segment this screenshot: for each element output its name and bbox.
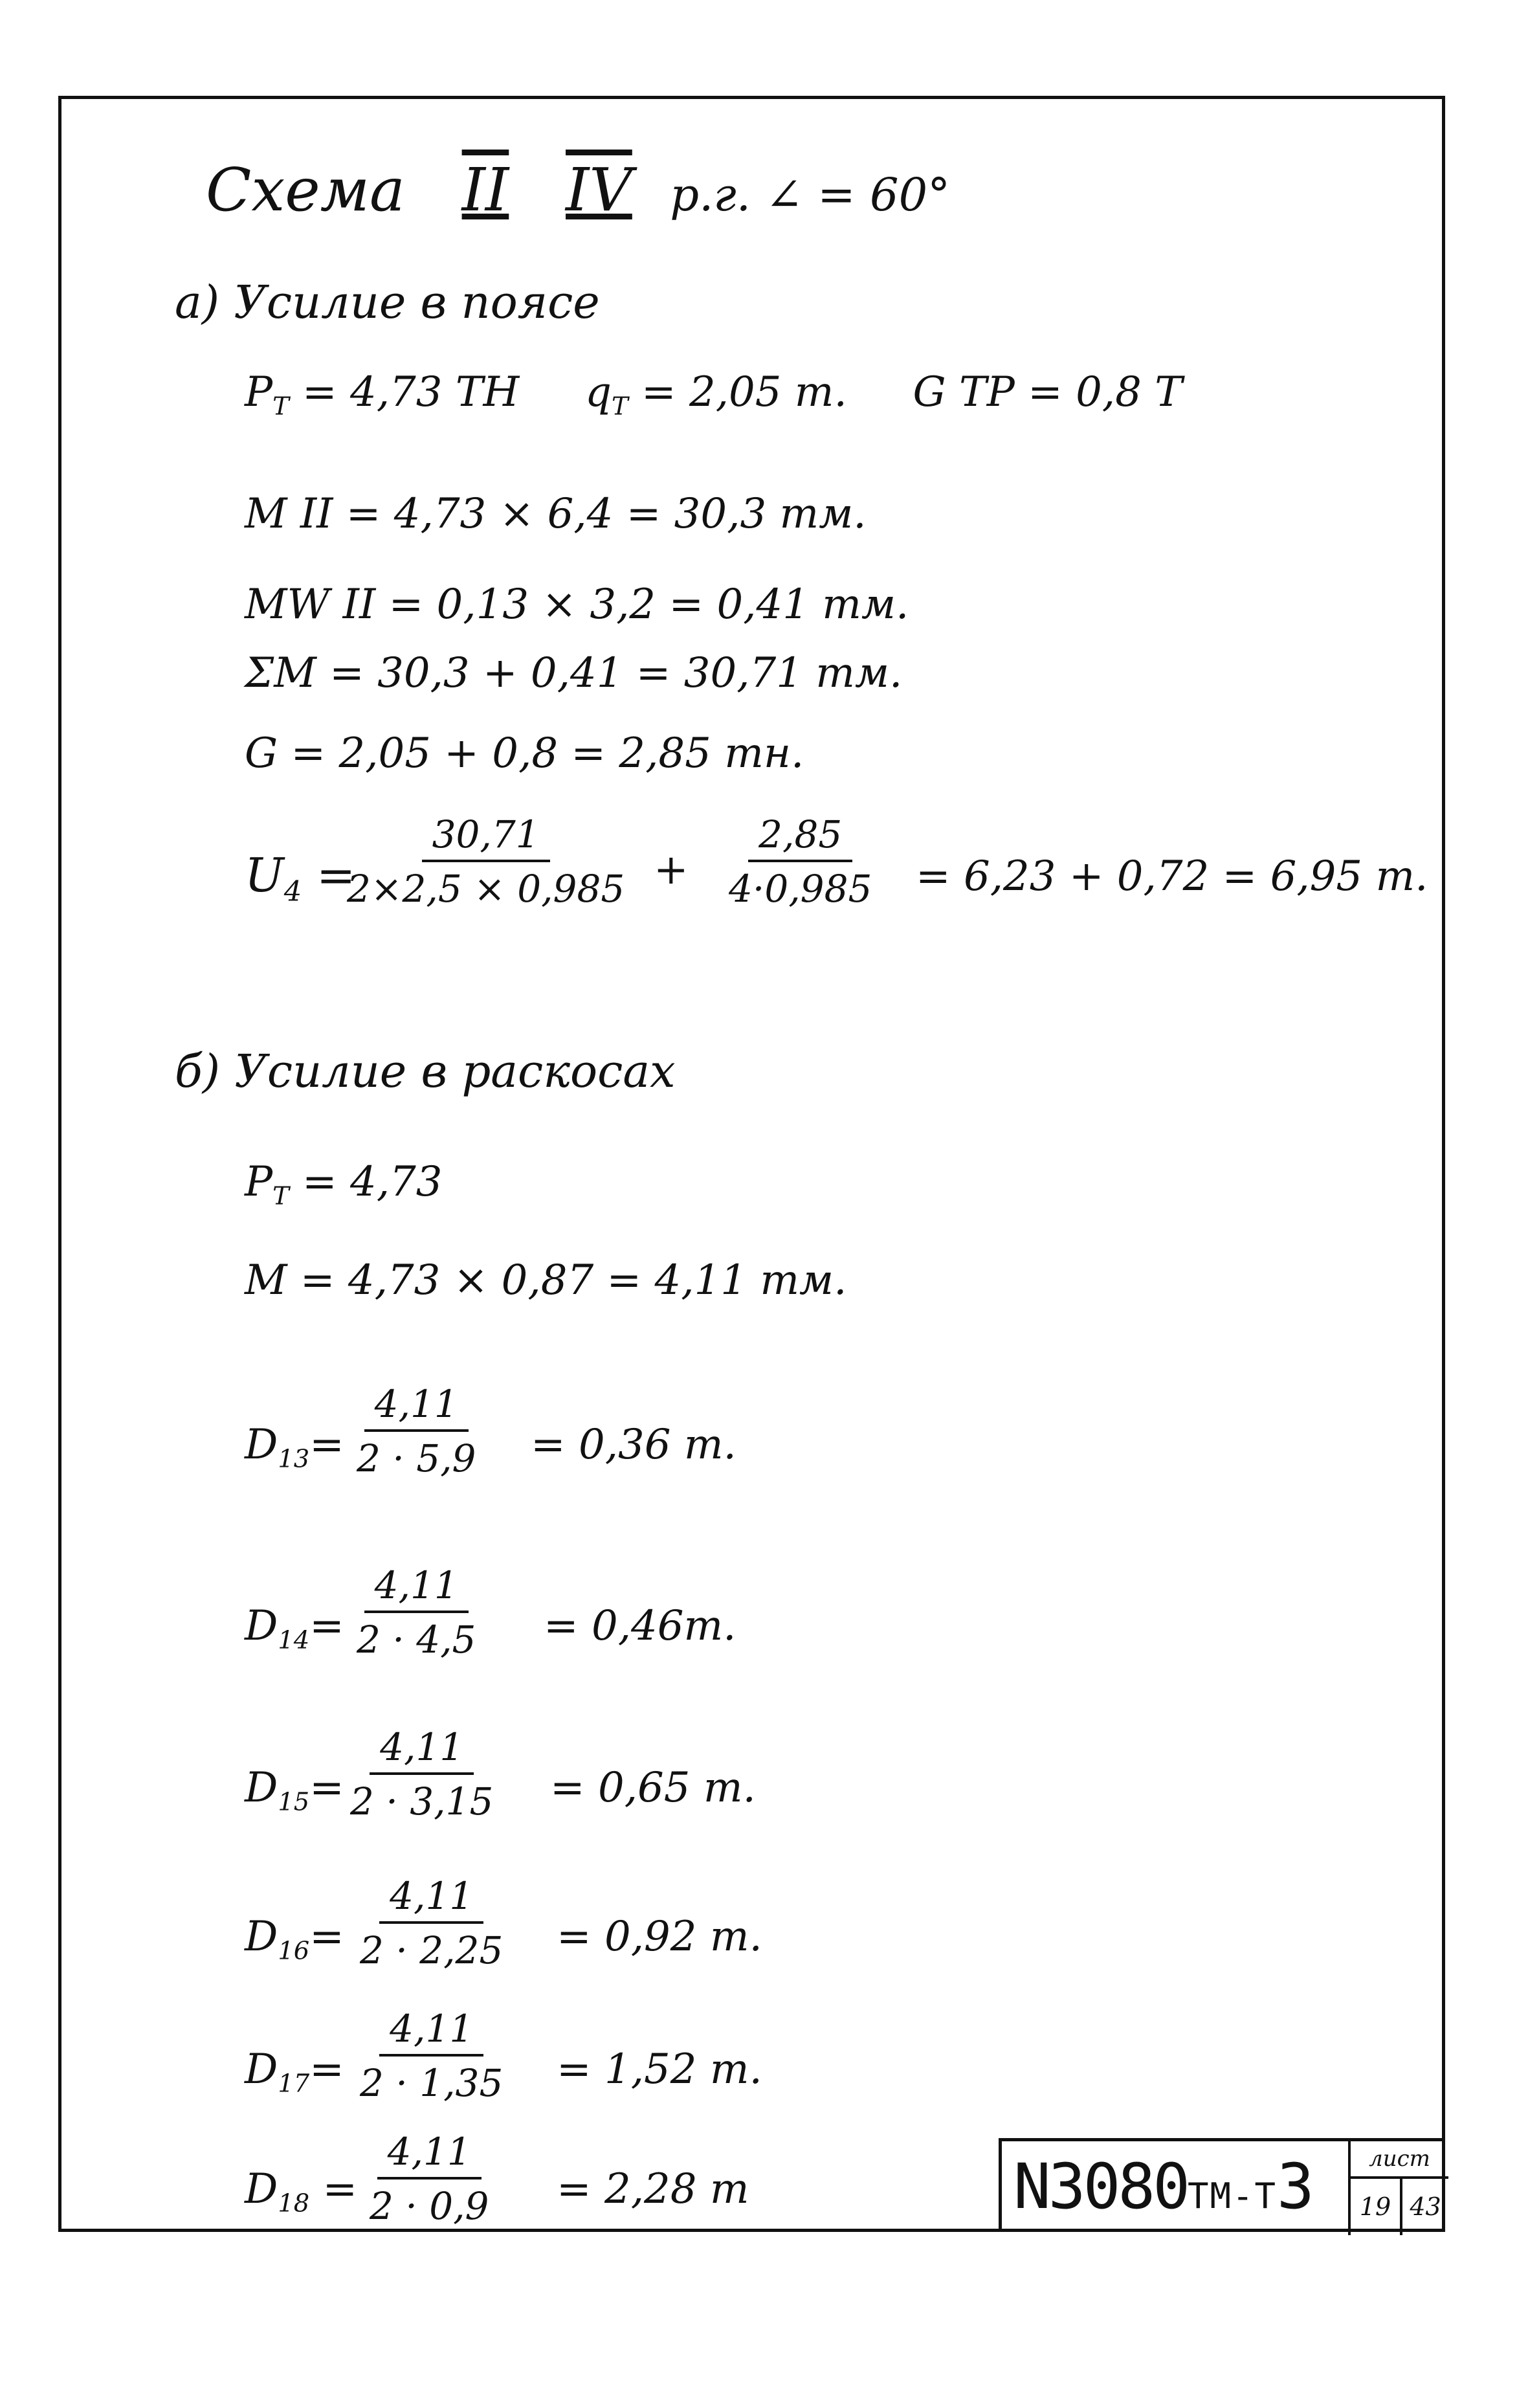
u4-result: = 6,23 + 0,72 = 6,95 т. xyxy=(916,853,1428,900)
section-a-line-3: ΣM = 30,3 + 0,41 = 30,71 тм. xyxy=(245,649,903,697)
section-a-line-1: M II = 4,73 × 6,4 = 30,3 тм. xyxy=(245,490,867,538)
section-a-given: $P_T = 4,73$ ТН $q_T = 2,05$ т. G ТР = 0,8 Т xyxy=(245,368,1182,421)
title-block-stamp xyxy=(999,2138,1445,2232)
page-title xyxy=(206,155,951,225)
section-b-m-line: M = 4,73 × 0,87 = 4,11 тм. xyxy=(245,1256,847,1304)
title-rest: р.г. ∠ = 60° xyxy=(670,168,951,221)
sheet-total: 43 xyxy=(1400,2179,1448,2235)
sheet-label: лист xyxy=(1348,2141,1448,2179)
drawing-code: N3080ТМ-Т3 xyxy=(1013,2150,1312,2223)
u4-label: $U_4$ = xyxy=(245,848,356,909)
u4-fraction-2: $\frac{2,85}{4\cdot 0,985}$ xyxy=(729,812,872,911)
sheet-number: 19 xyxy=(1348,2179,1400,2235)
u4-plus: + xyxy=(654,846,689,894)
title-roman-2: IV xyxy=(566,155,632,225)
u4-fraction-1: $\frac{30,71}{2\times 2,5 \times 0,985}$ xyxy=(347,812,625,911)
section-a-heading: а) Усилие в поясе xyxy=(175,276,600,329)
title-word: Схема xyxy=(206,155,405,225)
section-b-pt-line: $P_T = 4,73$ xyxy=(245,1158,443,1211)
title-roman-1: II xyxy=(461,155,509,225)
section-b-heading: б) Усилие в раскосах xyxy=(175,1045,676,1098)
section-a-line-4: G = 2,05 + 0,8 = 2,85 тн. xyxy=(245,730,804,777)
section-a-line-2: MW II = 0,13 × 3,2 = 0,41 тм. xyxy=(245,581,909,629)
